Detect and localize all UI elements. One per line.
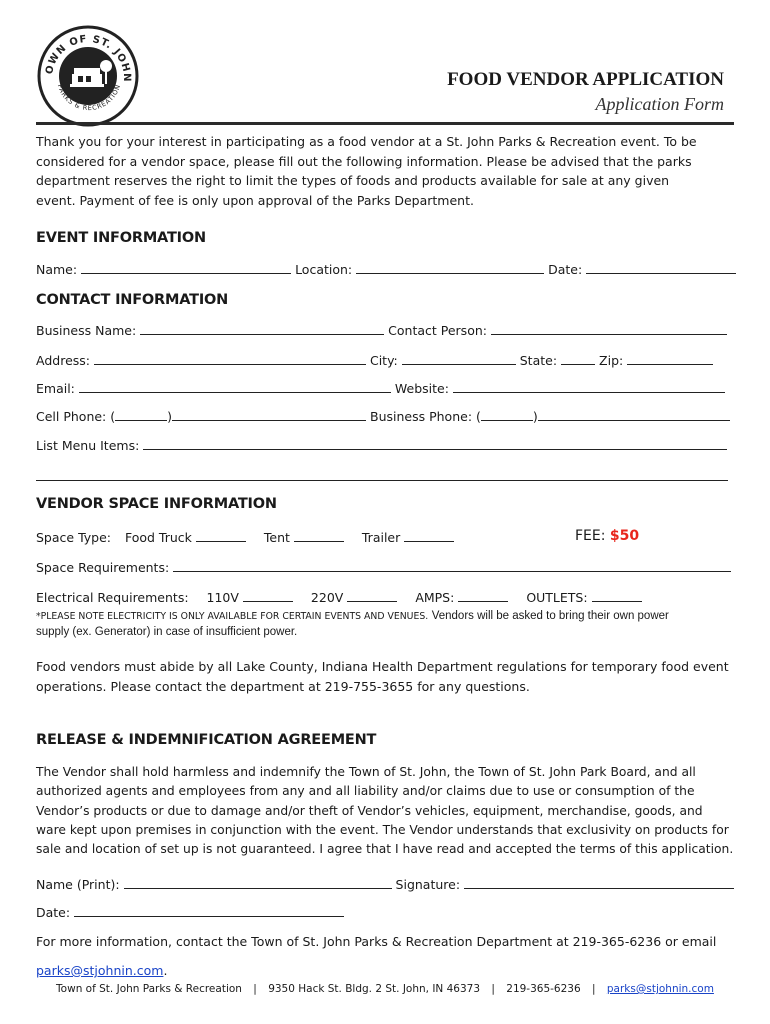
form-subtitle: Application Form bbox=[595, 94, 724, 114]
food-truck-label: Food Truck bbox=[124, 530, 192, 545]
state-label: State: bbox=[519, 353, 558, 368]
release-heading: RELEASE & INDEMNIFICATION AGREEMENT bbox=[36, 732, 377, 748]
event-location-label: Location: bbox=[295, 262, 353, 277]
town-logo bbox=[36, 24, 140, 128]
food-truck-field[interactable] bbox=[196, 530, 246, 542]
tent-label: Tent bbox=[263, 530, 290, 545]
footer-phone: 219-365-6236 bbox=[506, 983, 581, 995]
form-title: FOOD VENDOR APPLICATION bbox=[447, 69, 724, 90]
outlets-label: OUTLETS: bbox=[526, 590, 588, 605]
cell-area-code-field[interactable] bbox=[115, 409, 167, 421]
intro-paragraph: Thank you for your interest in participating as a food vendor at a St. John Parks & Recreation event. To be considered for a vendor space, please fill out the following information. Please be advised that the parks department reserves the right to limit the types of foods and products available for sale at any given event. Payment of fee is only upon approval of the Parks Department. bbox=[36, 134, 697, 208]
print-name-label: Name (Print): bbox=[36, 877, 120, 892]
menu-items-field-line-2[interactable] bbox=[36, 480, 728, 481]
amps-label: AMPS: bbox=[415, 590, 455, 605]
contact-row-4: Cell Phone: ( ) Business Phone: ( ) bbox=[36, 409, 730, 424]
logo-bottom-text: PARKS & RECREATION bbox=[55, 83, 123, 113]
footer-address: 9350 Hack St. Bldg. 2 St. John, IN 46373 bbox=[268, 983, 481, 995]
event-row bbox=[36, 262, 736, 277]
business-area-code-field[interactable] bbox=[481, 409, 533, 421]
email-line bbox=[36, 963, 167, 978]
footer bbox=[0, 983, 770, 995]
event-name-label: Name: bbox=[36, 262, 78, 277]
space-req-row bbox=[36, 560, 731, 575]
city-field[interactable] bbox=[402, 353, 516, 365]
event-name-field[interactable] bbox=[81, 262, 291, 274]
menu-items-field[interactable] bbox=[143, 438, 727, 450]
contact-row-2 bbox=[36, 353, 713, 368]
email-link[interactable]: parks@stjohnin.com bbox=[36, 963, 164, 978]
110v-field[interactable] bbox=[243, 590, 293, 602]
event-heading: EVENT INFORMATION bbox=[36, 230, 206, 246]
sign-date-field[interactable] bbox=[74, 905, 344, 917]
electricity-note-rest: Vendors will be asked to bring their own power bbox=[431, 610, 669, 622]
business-phone-label: Business Phone: ( bbox=[370, 409, 481, 424]
release-paragraph bbox=[36, 763, 733, 859]
220v-field[interactable] bbox=[347, 590, 397, 602]
electrical-label: Electrical Requirements: bbox=[36, 590, 189, 605]
amps-field[interactable] bbox=[458, 590, 508, 602]
fee-value: $50 bbox=[609, 528, 640, 544]
cell-phone-label: Cell Phone: ( bbox=[36, 409, 116, 424]
zip-field[interactable] bbox=[627, 353, 713, 365]
event-date-field[interactable] bbox=[586, 262, 736, 274]
more-info-text: For more information, contact the Town of St. John Parks & Recreation Department at 219-365-6236 or email bbox=[36, 934, 717, 949]
city-label: City: bbox=[369, 353, 398, 368]
space-requirements-field[interactable] bbox=[173, 560, 731, 572]
vendor-heading: VENDOR SPACE INFORMATION bbox=[36, 496, 277, 512]
website-field[interactable] bbox=[453, 381, 725, 393]
trailer-field[interactable] bbox=[404, 530, 454, 542]
release-line: ware kept upon premises in conjunction with the event. The Vendor understands that exclusivity on products for bbox=[36, 822, 729, 837]
trailer-label: Trailer bbox=[361, 530, 401, 545]
email-period: . bbox=[163, 963, 168, 978]
electrical-row bbox=[36, 590, 642, 605]
signature-field[interactable] bbox=[464, 877, 734, 889]
outlets-field[interactable] bbox=[592, 590, 642, 602]
health-line-1: Food vendors must abide by all Lake County, Indiana Health Department regulations for temporary food event bbox=[36, 659, 729, 674]
logo-top-text: OWN OF ST. JOHN bbox=[44, 33, 133, 83]
health-line-2: operations. Please contact the department at 219-755-3655 for any questions. bbox=[36, 679, 530, 694]
electricity-note-line-1 bbox=[36, 609, 669, 622]
space-requirements-label: Space Requirements: bbox=[36, 560, 170, 575]
address-field[interactable] bbox=[94, 353, 366, 365]
address-label: Address: bbox=[36, 353, 90, 368]
signature-row bbox=[36, 877, 734, 892]
release-line: authorized agents and employees from any and all liability and/or claims due to use or consumption of the bbox=[36, 784, 695, 799]
fee-block bbox=[575, 528, 639, 544]
email-field[interactable] bbox=[79, 381, 391, 393]
release-line: sale and location of set up is not guaranteed. I agree that I have read and accepted the terms of this application. bbox=[36, 842, 734, 857]
business-name-field[interactable] bbox=[140, 323, 384, 335]
contact-row-3 bbox=[36, 381, 725, 396]
fee-label: FEE: bbox=[575, 528, 606, 544]
contact-heading: CONTACT INFORMATION bbox=[36, 292, 229, 308]
tent-field[interactable] bbox=[294, 530, 344, 542]
release-line: The Vendor shall hold harmless and indemnify the Town of St. John, the Town of St. John Park Board, and all bbox=[36, 765, 696, 779]
sign-date-label: Date: bbox=[36, 905, 71, 920]
contact-person-field[interactable] bbox=[491, 323, 727, 335]
print-name-field[interactable] bbox=[124, 877, 392, 889]
business-phone-field[interactable] bbox=[538, 409, 730, 421]
footer-separator: | bbox=[592, 983, 596, 995]
email-label: Email: bbox=[36, 381, 75, 396]
space-type-row bbox=[36, 530, 454, 545]
signature-label: Signature: bbox=[395, 877, 461, 892]
footer-separator: | bbox=[253, 983, 257, 995]
date-row bbox=[36, 905, 344, 920]
state-field[interactable] bbox=[561, 353, 595, 365]
electricity-note-caps: *PLEASE NOTE ELECTRICITY IS ONLY AVAILABLE FOR CERTAIN EVENTS AND VENUES. bbox=[36, 611, 429, 622]
header-divider bbox=[36, 122, 734, 125]
event-location-field[interactable] bbox=[356, 262, 544, 274]
220v-label: 220V bbox=[310, 590, 344, 605]
footer-separator: | bbox=[491, 983, 495, 995]
zip-label: Zip: bbox=[599, 353, 624, 368]
cell-phone-field[interactable] bbox=[172, 409, 366, 421]
space-type-label: Space Type: bbox=[36, 530, 111, 545]
contact-row-5 bbox=[36, 438, 727, 453]
release-line: Vendor’s products or due to damage and/or theft of Vendor’s vehicles, equipment, merchandise, goods, and bbox=[36, 803, 703, 818]
event-date-label: Date: bbox=[548, 262, 583, 277]
footer-org: Town of St. John Parks & Recreation bbox=[56, 983, 242, 995]
110v-label: 110V bbox=[206, 590, 239, 605]
electricity-note-line-2: supply (ex. Generator) in case of insufficient power. bbox=[36, 626, 298, 638]
contact-row-1 bbox=[36, 323, 727, 338]
contact-person-label: Contact Person: bbox=[388, 323, 487, 338]
business-name-label: Business Name: bbox=[36, 323, 137, 338]
menu-items-label: List Menu Items: bbox=[36, 438, 140, 453]
footer-email-link[interactable]: parks@stjohnin.com bbox=[606, 983, 714, 995]
website-label: Website: bbox=[394, 381, 449, 396]
